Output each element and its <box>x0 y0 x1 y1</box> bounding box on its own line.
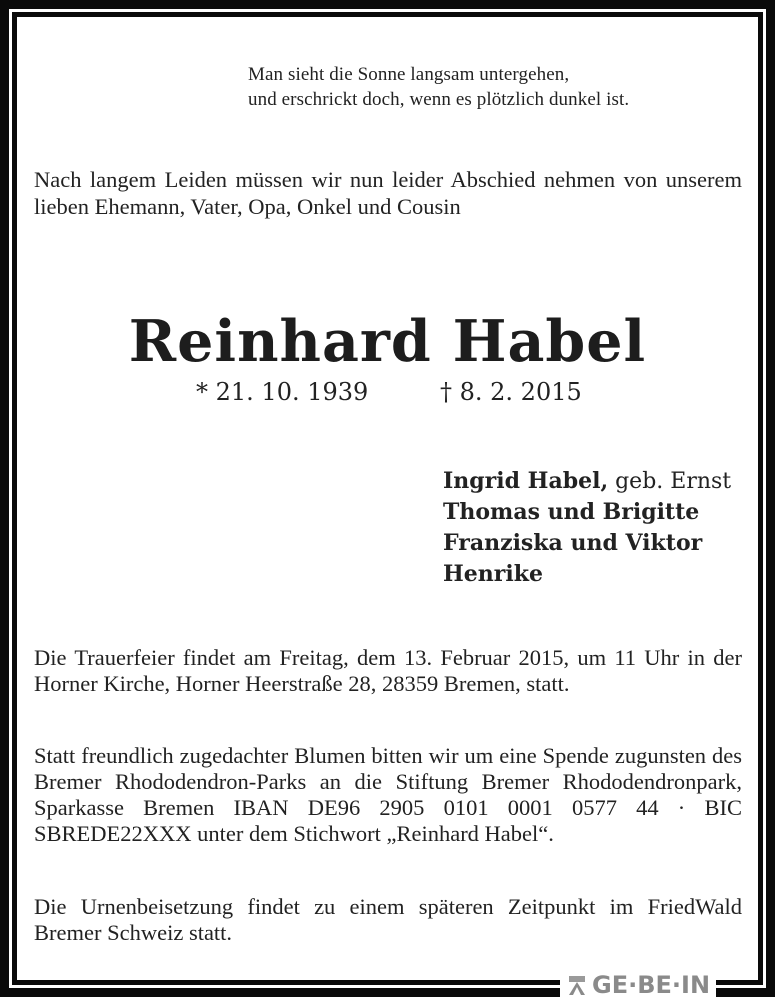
intro-text: Nach langem Leiden müssen wir nun leider Abschied nehmen von unserem lieben Ehemann, Vater, Opa, Onkel und Cousin <box>34 167 742 219</box>
ceremony-paragraph: Die Trauerfeier findet am Freitag, dem 13. Februar 2015, um 11 Uhr in der Horner Kirche, Horner Heerstraße 28, 28359 Bremen, statt. <box>34 645 742 696</box>
mourner-line <box>443 466 731 497</box>
mourner-line <box>443 559 731 590</box>
mourner-name: Franziska und Viktor <box>443 530 703 556</box>
publisher-logo <box>560 970 716 1000</box>
motto-line-2: und erschrickt doch, wenn es plötzlich dunkel ist. <box>248 89 630 110</box>
mourner-name: Ingrid Habel, <box>443 468 609 494</box>
motto-quote <box>248 62 629 112</box>
mourner-name: Thomas und Brigitte <box>443 499 700 525</box>
mourners-list <box>443 466 731 590</box>
birth-date: * 21. 10. 1939 <box>196 378 369 406</box>
burial-paragraph: Die Urnenbeisetzung findet zu einem späteren Zeitpunkt im FriedWald Bremer Schweiz statt. <box>34 894 742 945</box>
donation-paragraph: Statt freundlich zugedachter Blumen bitten wir um eine Spende zugunsten des Bremer Rhododendron-Parks an die Stiftung Bremer Rhododendronpark, Sparkasse Bremen IBAN DE96 2905 0101 0001 0577 44 · BIC SBREDE22XXX unter dem Stichwort „Reinhard Habel“. <box>34 743 742 846</box>
death-date: † 8. 2. 2015 <box>440 378 582 406</box>
motto-line-1: Man sieht die Sonne langsam untergehen, <box>248 64 570 85</box>
logo-figure-icon <box>566 974 588 996</box>
deceased-name: Reinhard Habel <box>128 308 647 375</box>
mourner-name: Henrike <box>443 561 543 587</box>
mourner-line <box>443 528 731 559</box>
logo-text: GE·BE·IN <box>592 971 711 999</box>
mourner-note: geb. Ernst <box>608 469 732 494</box>
mourner-line <box>443 497 731 528</box>
